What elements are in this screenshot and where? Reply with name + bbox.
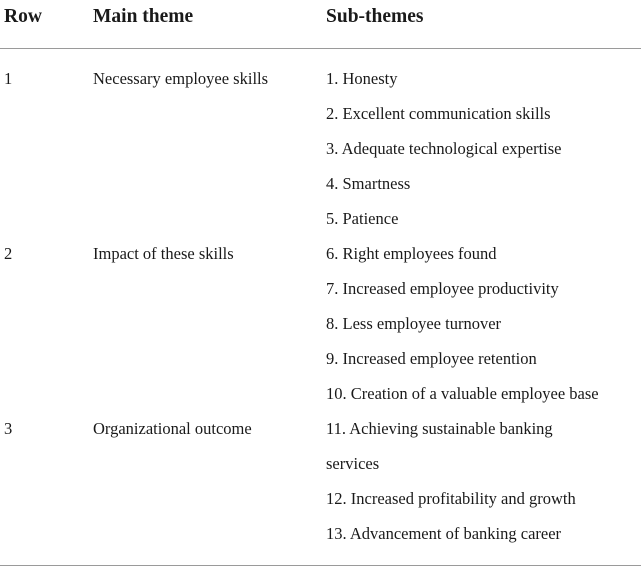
list-item: 3. Adequate technological expertise (326, 139, 562, 158)
list-item: 9. Increased employee retention (326, 349, 537, 368)
row-1-number: 1 (4, 69, 13, 88)
header-sub-themes: Sub-themes (326, 6, 424, 27)
row-2-number: 2 (4, 244, 13, 263)
list-item: 1. Honesty (326, 69, 398, 88)
row-1-main-theme: Necessary employee skills (93, 69, 269, 88)
list-item: 5. Patience (326, 209, 399, 228)
table-bottom-rule (0, 565, 641, 566)
row-3-main-theme: Organizational outcome (93, 419, 252, 438)
row-2-main-theme: Impact of these skills (93, 244, 234, 263)
list-item: 8. Less employee turnover (326, 314, 502, 333)
row-3-number: 3 (4, 419, 13, 438)
list-item: 12. Increased profitability and growth (326, 489, 576, 508)
list-item: 11. Achieving sustainable banking (326, 419, 553, 438)
header-main-theme: Main theme (93, 6, 194, 27)
list-item: 7. Increased employee productivity (326, 279, 559, 298)
list-item: 10. Creation of a valuable employee base (326, 384, 599, 403)
list-item: 2. Excellent communication skills (326, 104, 551, 123)
list-item: 4. Smartness (326, 174, 411, 193)
list-item: 13. Advancement of banking career (326, 524, 562, 543)
row-2-sub-themes (326, 236, 599, 411)
table-header (0, 0, 641, 49)
row-3-sub-themes (326, 411, 576, 551)
header-row: Row (4, 6, 42, 27)
list-item: services (326, 454, 380, 473)
row-1-sub-themes (326, 61, 562, 236)
list-item: 6. Right employees found (326, 244, 497, 263)
